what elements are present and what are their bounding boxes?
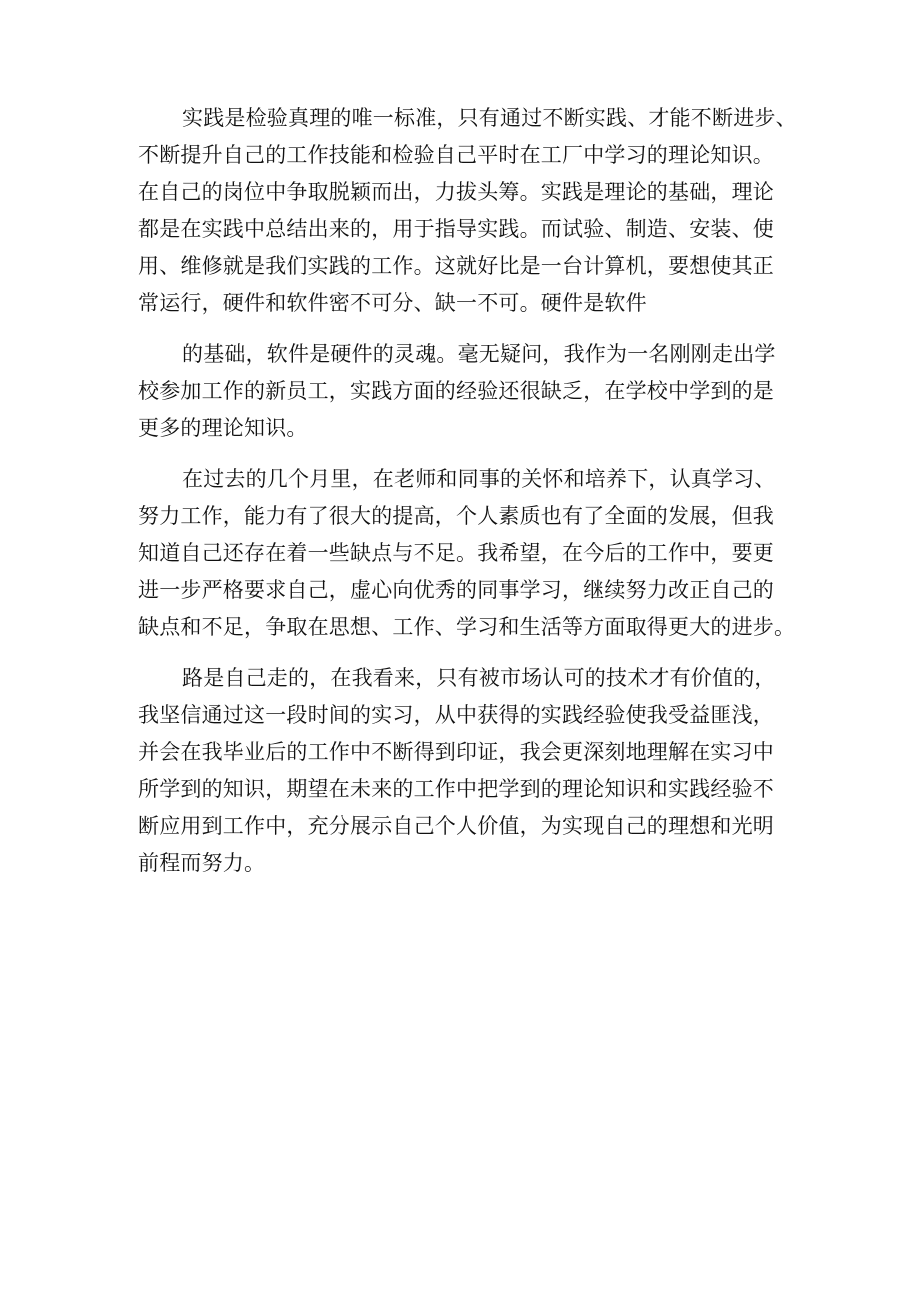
text-line: 进一步严格要求自己，虚心向优秀的同事学习，继续努力改正自己的 <box>138 578 774 602</box>
text-line: 在自己的岗位中争取脱颖而出，力拔头筹。实践是理论的基础，理论 <box>138 180 774 204</box>
text-line: 用、维修就是我们实践的工作。这就好比是一台计算机，要想使其正 <box>138 254 774 278</box>
text-line: 我坚信通过这一段时间的实习，从中获得的实践经验使我受益匪浅， <box>138 703 774 727</box>
text-line: 缺点和不足，争取在思想、工作、学习和生活等方面取得更大的进步。 <box>138 615 796 639</box>
text-line: 的基础，软件是硬件的灵魂。毫无疑问，我作为一名刚刚走出学 <box>182 342 776 366</box>
text-line: 不断提升自己的工作技能和检验自己平时在工厂中学习的理论知识。 <box>138 143 774 167</box>
text-line: 所学到的知识，期望在未来的工作中把学到的理论知识和实践经验不 <box>138 777 774 801</box>
text-line: 前程而努力。 <box>138 851 266 875</box>
text-line: 实践是检验真理的唯一标准，只有通过不断实践、才能不断进步、 <box>182 106 797 130</box>
text-line: 在过去的几个月里，在老师和同事的关怀和培养下，认真学习、 <box>182 467 776 491</box>
text-line: 常运行，硬件和软件密不可分、缺一不可。硬件是软件 <box>138 291 647 315</box>
paragraph-4 <box>138 660 788 882</box>
paragraph-1 <box>138 100 797 322</box>
text-line: 路是自己走的，在我看来，只有被市场认可的技术才有价值的， <box>182 666 776 690</box>
paragraph-3 <box>138 461 796 646</box>
text-line: 更多的理论知识。 <box>138 416 308 440</box>
text-line: 知道自己还存在着一些缺点与不足。我希望，在今后的工作中，要更 <box>138 541 774 565</box>
text-line: 校参加工作的新员工，实践方面的经验还很缺乏，在学校中学到的是 <box>138 379 774 403</box>
paragraph-2 <box>138 336 788 447</box>
text-line: 努力工作，能力有了很大的提高，个人素质也有了全面的发展，但我 <box>138 504 774 528</box>
text-line: 断应用到工作中，充分展示自己个人价值，为实现自己的理想和光明 <box>138 814 774 838</box>
text-line: 并会在我毕业后的工作中不断得到印证，我会更深刻地理解在实习中 <box>138 740 774 764</box>
document-body <box>138 100 797 882</box>
text-line: 都是在实践中总结出来的，用于指导实践。而试验、制造、安装、使 <box>138 217 774 241</box>
